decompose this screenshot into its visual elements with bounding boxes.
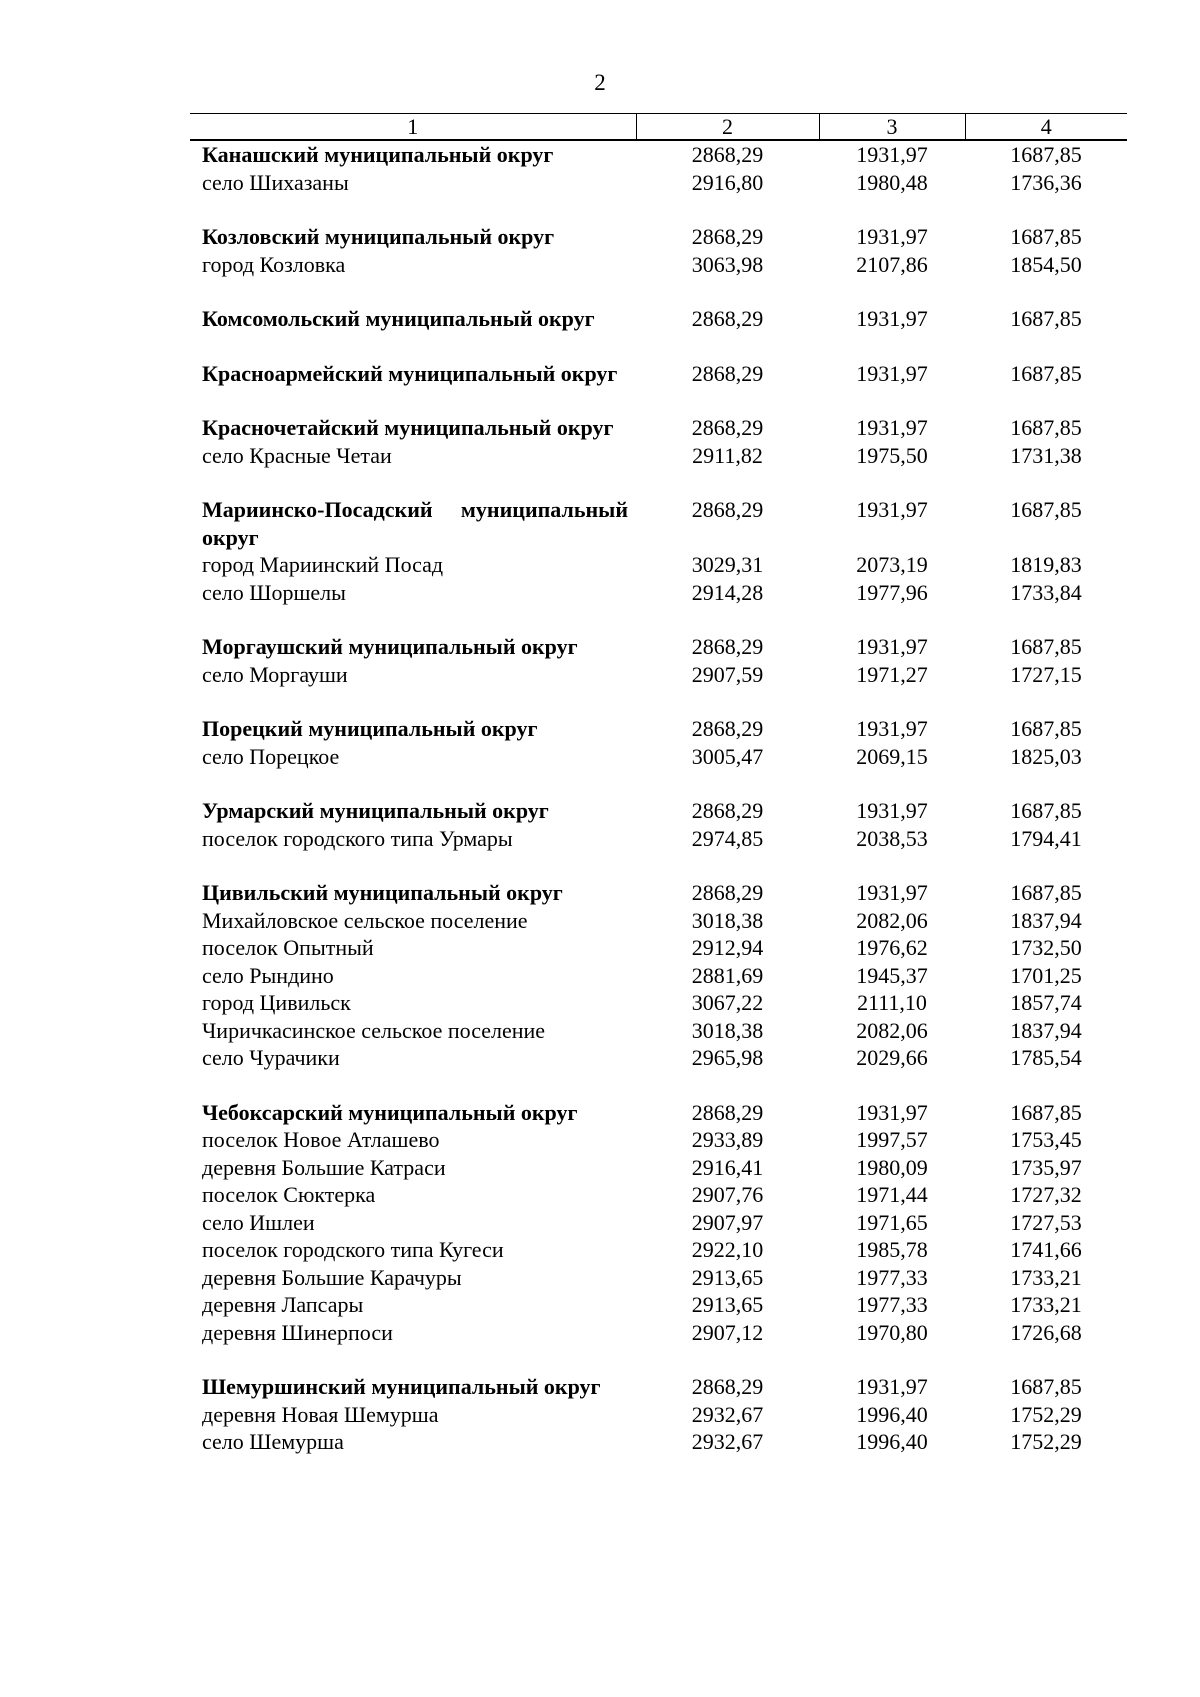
value-cell-col2: 2932,67 xyxy=(691,1401,764,1427)
district-row xyxy=(190,469,1127,551)
value-cell-col3: 1931,97 xyxy=(856,497,928,522)
row-name-cell: Козловский муниципальный округ xyxy=(202,224,555,249)
value-cell-col3: 1931,97 xyxy=(856,634,928,659)
value-cell-col3: 1931,97 xyxy=(856,142,928,167)
value-cell-col3: 1996,40 xyxy=(856,1401,928,1427)
value-cell-col3: 1977,33 xyxy=(856,1264,928,1290)
value-cell-col4: 1731,38 xyxy=(1010,442,1082,468)
value-cell-col2: 3063,98 xyxy=(691,251,764,277)
settlement-row xyxy=(190,907,1127,935)
settlement-row xyxy=(190,1181,1127,1209)
row-name-cell: Урмарский муниципальный округ xyxy=(202,798,549,823)
district-row xyxy=(190,1072,1127,1127)
value-cell-col3: 2082,06 xyxy=(856,907,928,933)
district-row xyxy=(190,852,1127,907)
value-cell-col4: 1733,21 xyxy=(1010,1264,1082,1290)
row-name-cell: Чебоксарский муниципальный округ xyxy=(202,1099,578,1125)
value-cell-col3: 1980,48 xyxy=(856,169,928,195)
value-cell-col3: 1976,62 xyxy=(856,935,928,960)
value-cell-col2: 2868,29 xyxy=(691,1099,764,1125)
value-cell-col3: 2073,19 xyxy=(856,552,928,577)
row-name-cell: село Шемурша xyxy=(202,1429,344,1454)
value-cell-col4: 1727,53 xyxy=(1010,1209,1082,1235)
value-cell-col2: 2881,69 xyxy=(691,962,764,988)
settlement-row xyxy=(190,251,1127,279)
district-row xyxy=(190,387,1127,442)
value-cell-col2: 3018,38 xyxy=(691,907,764,933)
row-name-cell: деревня Большие Катраси xyxy=(202,1154,446,1180)
district-row xyxy=(190,333,1127,388)
settlement-row xyxy=(190,1209,1127,1237)
settlement-row xyxy=(190,1126,1127,1154)
settlement-row xyxy=(190,1291,1127,1319)
value-cell-col4: 1687,85 xyxy=(1010,798,1082,823)
value-cell-col4: 1687,85 xyxy=(1010,415,1082,440)
value-cell-col4: 1687,85 xyxy=(1010,1099,1082,1125)
value-cell-col3: 2029,66 xyxy=(856,1045,928,1070)
value-cell-col2: 2868,29 xyxy=(691,1374,764,1399)
row-name-cell: село Шихазаны xyxy=(202,169,349,195)
district-row xyxy=(190,1346,1127,1401)
value-cell-col2: 2912,94 xyxy=(691,935,764,960)
value-cell-col3: 1977,33 xyxy=(856,1292,928,1317)
settlement-row xyxy=(190,169,1127,197)
value-cell-col3: 2038,53 xyxy=(856,825,928,851)
district-row xyxy=(190,140,1127,169)
row-name-cell: Красноармейский муниципальный округ xyxy=(202,360,618,386)
settlement-row xyxy=(190,962,1127,990)
row-name-cell: село Рындино xyxy=(202,962,334,988)
row-name-cell: деревня Новая Шемурша xyxy=(202,1401,439,1427)
settlement-row xyxy=(190,1401,1127,1429)
value-cell-col3: 1931,97 xyxy=(856,1099,928,1125)
value-cell-col4: 1785,54 xyxy=(1010,1045,1082,1070)
value-cell-col2: 2868,29 xyxy=(691,880,764,905)
value-cell-col4: 1752,29 xyxy=(1010,1401,1082,1427)
settlement-row xyxy=(190,825,1127,853)
row-name-cell: село Моргауши xyxy=(202,661,348,687)
value-cell-col2: 2974,85 xyxy=(691,825,764,851)
row-name-cell: город Мариинский Посад xyxy=(202,552,444,577)
settlement-row xyxy=(190,1017,1127,1045)
row-name-cell: Канашский муниципальный округ xyxy=(202,142,554,167)
value-cell-col4: 1687,85 xyxy=(1010,634,1082,659)
value-cell-col2: 3029,31 xyxy=(691,552,764,577)
settlement-row xyxy=(190,551,1127,579)
district-row xyxy=(190,688,1127,743)
value-cell-col3: 1985,78 xyxy=(856,1237,928,1262)
value-cell-col3: 1931,97 xyxy=(856,224,928,249)
column-header-4: 4 xyxy=(965,114,1127,141)
value-cell-col3: 2107,86 xyxy=(856,251,928,277)
settlement-row xyxy=(190,1319,1127,1347)
value-cell-col4: 1857,74 xyxy=(1010,990,1082,1015)
value-cell-col4: 1735,97 xyxy=(1010,1154,1082,1180)
settlement-row xyxy=(190,1236,1127,1264)
value-cell-col4: 1687,85 xyxy=(1010,716,1082,741)
row-name-cell: Мариинско-Посадский муниципальный округ xyxy=(202,497,628,550)
value-cell-col3: 1971,44 xyxy=(856,1182,928,1207)
page-number: 2 xyxy=(594,70,606,95)
value-cell-col3: 1931,97 xyxy=(856,1374,928,1399)
value-cell-col2: 2916,80 xyxy=(691,169,764,195)
settlement-row xyxy=(190,1428,1127,1456)
value-cell-col4: 1794,41 xyxy=(1010,825,1082,851)
table-body xyxy=(190,140,1127,1456)
row-name-cell: город Цивильск xyxy=(202,990,351,1015)
value-cell-col4: 1854,50 xyxy=(1010,251,1082,277)
value-cell-col4: 1687,85 xyxy=(1010,360,1082,386)
value-cell-col4: 1687,85 xyxy=(1010,142,1082,167)
value-cell-col3: 1977,96 xyxy=(856,579,928,605)
value-cell-col3: 1931,97 xyxy=(856,716,928,741)
value-cell-col3: 1997,57 xyxy=(856,1127,928,1152)
column-header-3: 3 xyxy=(819,114,965,141)
value-cell-col3: 1970,80 xyxy=(856,1319,928,1345)
row-name-cell: деревня Лапсары xyxy=(202,1292,364,1317)
value-cell-col3: 1931,97 xyxy=(856,306,928,331)
column-header-1: 1 xyxy=(190,114,636,141)
district-row xyxy=(190,770,1127,825)
value-cell-col3: 2082,06 xyxy=(856,1017,928,1043)
value-cell-col2: 2922,10 xyxy=(691,1237,764,1262)
row-name-cell: Порецкий муниципальный округ xyxy=(202,716,538,741)
settlement-row xyxy=(190,442,1127,470)
district-row xyxy=(190,196,1127,251)
value-cell-col4: 1741,66 xyxy=(1010,1237,1082,1262)
value-cell-col3: 1980,09 xyxy=(856,1154,928,1180)
value-cell-col3: 2111,10 xyxy=(857,990,927,1015)
value-cell-col4: 1819,83 xyxy=(1010,552,1082,577)
settlement-row xyxy=(190,1264,1127,1292)
value-cell-col4: 1752,29 xyxy=(1010,1429,1082,1454)
value-cell-col2: 2914,28 xyxy=(691,579,764,605)
row-name-cell: Михайловское сельское поселение xyxy=(202,907,528,933)
settlement-row xyxy=(190,1154,1127,1182)
value-cell-col2: 2868,29 xyxy=(691,224,764,249)
value-cell-col3: 2069,15 xyxy=(856,743,928,769)
row-name-cell: Цивильский муниципальный округ xyxy=(202,880,563,905)
value-cell-col4: 1733,84 xyxy=(1010,579,1082,605)
value-cell-col2: 2916,41 xyxy=(691,1154,764,1180)
value-cell-col2: 3018,38 xyxy=(691,1017,764,1043)
district-row xyxy=(190,278,1127,333)
column-header-2: 2 xyxy=(636,114,819,141)
settlement-row xyxy=(190,1044,1127,1072)
table-header-row xyxy=(190,114,1127,141)
value-cell-col2: 2868,29 xyxy=(691,634,764,659)
value-cell-col2: 2907,59 xyxy=(691,661,764,687)
value-cell-col2: 2868,29 xyxy=(691,142,764,167)
value-cell-col4: 1701,25 xyxy=(1010,962,1082,988)
value-cell-col4: 1727,15 xyxy=(1010,661,1082,687)
value-cell-col2: 2911,82 xyxy=(692,442,763,468)
value-cell-col4: 1736,36 xyxy=(1010,169,1082,195)
row-name-cell: поселок городского типа Урмары xyxy=(202,825,513,851)
row-name-cell: село Чурачики xyxy=(202,1045,340,1070)
row-name-cell: Чиричкасинское сельское поселение xyxy=(202,1017,546,1043)
value-cell-col2: 2868,29 xyxy=(691,360,764,386)
row-name-cell: город Козловка xyxy=(202,251,346,277)
settlement-row xyxy=(190,743,1127,771)
value-cell-col4: 1687,85 xyxy=(1010,497,1082,522)
value-cell-col2: 2965,98 xyxy=(691,1045,764,1070)
row-name-cell: деревня Большие Карачуры xyxy=(202,1264,462,1290)
value-cell-col3: 1931,97 xyxy=(856,415,928,440)
value-cell-col4: 1687,85 xyxy=(1010,306,1082,331)
row-name-cell: Комсомольский муниципальный округ xyxy=(202,306,595,331)
row-name-cell: Моргаушский муниципальный округ xyxy=(202,634,578,659)
value-cell-col4: 1733,21 xyxy=(1010,1292,1082,1317)
settlement-row xyxy=(190,934,1127,962)
row-name-cell: село Ишлеи xyxy=(202,1209,315,1235)
row-name-cell: Шемуршинский муниципальный округ xyxy=(202,1374,601,1399)
settlement-row xyxy=(190,579,1127,607)
value-cell-col3: 1931,97 xyxy=(856,360,928,386)
row-name-cell: деревня Шинерпоси xyxy=(202,1319,393,1345)
value-cell-col4: 1825,03 xyxy=(1010,743,1082,769)
value-cell-col2: 2907,76 xyxy=(691,1182,764,1207)
value-cell-col3: 1971,27 xyxy=(856,661,928,687)
row-name-cell: поселок Опытный xyxy=(202,935,374,960)
value-cell-col2: 2868,29 xyxy=(691,716,764,741)
value-cell-col3: 1931,97 xyxy=(856,880,928,905)
district-row xyxy=(190,606,1127,661)
row-name-cell: село Порецкое xyxy=(202,743,340,769)
row-name-cell: поселок Сюктерка xyxy=(202,1182,376,1207)
value-cell-col4: 1687,85 xyxy=(1010,224,1082,249)
value-cell-col4: 1687,85 xyxy=(1010,1374,1082,1399)
row-name-cell: село Шоршелы xyxy=(202,579,346,605)
row-name-cell: Красночетайский муниципальный округ xyxy=(202,415,614,440)
value-cell-col2: 3005,47 xyxy=(691,743,764,769)
settlement-row xyxy=(190,989,1127,1017)
value-cell-col2: 2868,29 xyxy=(691,497,764,522)
value-cell-col4: 1837,94 xyxy=(1010,907,1082,933)
value-cell-col2: 2907,12 xyxy=(691,1319,764,1345)
row-name-cell: село Красные Четаи xyxy=(202,442,392,468)
value-cell-col2: 2868,29 xyxy=(691,798,764,823)
settlement-row xyxy=(190,661,1127,689)
value-cell-col2: 2933,89 xyxy=(691,1127,764,1152)
value-cell-col2: 2913,65 xyxy=(691,1292,764,1317)
value-cell-col4: 1727,32 xyxy=(1010,1182,1082,1207)
tariff-table xyxy=(190,113,1127,1456)
value-cell-col3: 1945,37 xyxy=(856,962,928,988)
value-cell-col3: 1971,65 xyxy=(856,1209,928,1235)
value-cell-col2: 3067,22 xyxy=(691,990,764,1015)
value-cell-col3: 1931,97 xyxy=(856,798,928,823)
value-cell-col4: 1753,45 xyxy=(1010,1127,1082,1152)
row-name-cell: поселок Новое Атлашево xyxy=(202,1127,440,1152)
value-cell-col2: 2868,29 xyxy=(691,306,764,331)
value-cell-col4: 1687,85 xyxy=(1010,880,1082,905)
value-cell-col4: 1732,50 xyxy=(1010,935,1082,960)
value-cell-col2: 2932,67 xyxy=(691,1429,764,1454)
value-cell-col3: 1975,50 xyxy=(856,442,928,468)
value-cell-col4: 1837,94 xyxy=(1010,1017,1082,1043)
value-cell-col2: 2907,97 xyxy=(691,1209,764,1235)
value-cell-col2: 2868,29 xyxy=(691,415,764,440)
value-cell-col2: 2913,65 xyxy=(691,1264,764,1290)
value-cell-col4: 1726,68 xyxy=(1010,1319,1082,1345)
value-cell-col3: 1996,40 xyxy=(856,1429,928,1454)
row-name-cell: поселок городского типа Кугеси xyxy=(202,1237,504,1262)
